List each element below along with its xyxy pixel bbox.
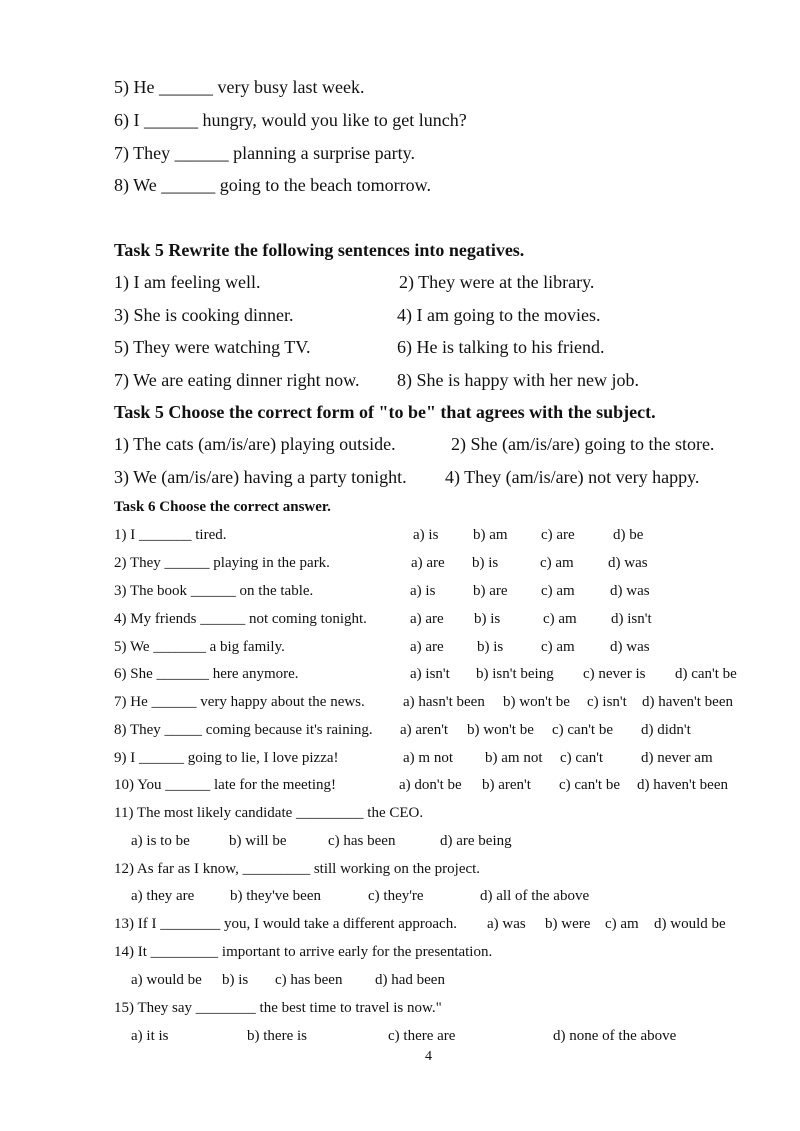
sentence-8: 8) We ______ going to the beach tomorrow.	[114, 175, 431, 195]
option: c) they're	[368, 888, 424, 904]
option: b) is	[477, 639, 504, 655]
tobe-item-2: 2) She (am/is/are) going to the store.	[451, 434, 715, 454]
option: d) isn't	[611, 611, 652, 627]
neg-item-3: 3) She is cooking dinner.	[114, 305, 294, 325]
task6-title: Task 6 Choose the correct answer.	[114, 499, 331, 515]
option: c) never is	[583, 666, 646, 682]
option: d) haven't been	[637, 777, 728, 793]
tobe-item-1: 1) The cats (am/is/are) playing outside.	[114, 434, 396, 454]
question-14: 14) It _________ important to arrive early for the presentation.	[114, 944, 493, 960]
option: a) it is	[131, 1028, 169, 1044]
option: d) all of the above	[480, 888, 590, 904]
question-15: 15) They say ________ the best time to travel is now."	[114, 1000, 442, 1016]
option: c) am	[541, 583, 575, 599]
option: a) don't be	[399, 777, 462, 793]
question-4: 4) My friends ______ not coming tonight.	[114, 611, 367, 627]
neg-item-6: 6) He is talking to his friend.	[397, 337, 605, 357]
option: c) can't	[560, 750, 604, 766]
option: d) can't be	[675, 666, 737, 682]
question-8: 8) They _____ coming because it's raining.	[114, 722, 373, 738]
option: c) can't be	[552, 722, 613, 738]
option: d) are being	[440, 833, 512, 849]
option: a) they are	[131, 888, 195, 904]
option: b) there is	[247, 1028, 307, 1044]
question-2: 2) They ______ playing in the park.	[114, 555, 330, 571]
option: d) none of the above	[553, 1028, 677, 1044]
question-1: 1) I _______ tired.	[114, 527, 227, 543]
option: b) they've been	[230, 888, 321, 904]
option: a) hasn't been	[403, 694, 485, 710]
option: a) was	[487, 916, 526, 932]
sentence-6: 6) I ______ hungry, would you like to get lunch?	[114, 110, 467, 130]
option: a) are	[410, 639, 444, 655]
option: b) is	[222, 972, 249, 988]
option: c) isn't	[587, 694, 627, 710]
option: c) has been	[328, 833, 396, 849]
neg-item-1: 1) I am feeling well.	[114, 272, 261, 292]
option: c) am	[605, 916, 639, 932]
option: b) aren't	[482, 777, 531, 793]
neg-item-7: 7) We are eating dinner right now.	[114, 370, 360, 390]
option: b) were	[545, 916, 591, 932]
tobe-item-3: 3) We (am/is/are) having a party tonight.	[114, 467, 407, 487]
task5-to-be-title: Task 5 Choose the correct form of "to be" that agrees with the subject.	[114, 402, 656, 422]
page-number: 4	[425, 1049, 432, 1064]
question-9: 9) I ______ going to lie, I love pizza!	[114, 750, 339, 766]
neg-item-2: 2) They were at the library.	[399, 272, 595, 292]
option: c) am	[543, 611, 577, 627]
question-6: 6) She _______ here anymore.	[114, 666, 299, 682]
neg-item-5: 5) They were watching TV.	[114, 337, 311, 357]
question-10: 10) You ______ late for the meeting!	[114, 777, 337, 793]
option: b) will be	[229, 833, 287, 849]
option: a) are	[411, 555, 445, 571]
option: d) haven't been	[642, 694, 733, 710]
option: d) didn't	[641, 722, 691, 738]
question-5: 5) We _______ a big family.	[114, 639, 285, 655]
option: b) are	[473, 583, 508, 599]
option: c) am	[540, 555, 574, 571]
option: c) can't be	[559, 777, 620, 793]
option: d) was	[608, 555, 648, 571]
neg-item-4: 4) I am going to the movies.	[397, 305, 601, 325]
question-13: 13) If I ________ you, I would take a different approach.	[114, 916, 457, 932]
option: d) had been	[375, 972, 445, 988]
option: b) isn't being	[476, 666, 554, 682]
option: c) am	[541, 639, 575, 655]
question-7: 7) He ______ very happy about the news.	[114, 694, 365, 710]
option: b) am	[473, 527, 508, 543]
option: a) m not	[403, 750, 453, 766]
sentence-5: 5) He ______ very busy last week.	[114, 77, 365, 97]
option: a) are	[410, 611, 444, 627]
option: b) won't be	[503, 694, 570, 710]
option: a) is	[410, 583, 436, 599]
option: c) there are	[388, 1028, 456, 1044]
option: a) is	[413, 527, 439, 543]
option: d) would be	[654, 916, 726, 932]
option: a) is to be	[131, 833, 190, 849]
question-11: 11) The most likely candidate _________ the CEO.	[114, 805, 424, 821]
option: c) has been	[275, 972, 343, 988]
option: a) isn't	[410, 666, 450, 682]
option: b) won't be	[467, 722, 534, 738]
option: d) was	[610, 639, 650, 655]
sentence-7: 7) They ______ planning a surprise party.	[114, 143, 415, 163]
question-12: 12) As far as I know, _________ still working on the project.	[114, 861, 481, 877]
option: d) was	[610, 583, 650, 599]
option: c) are	[541, 527, 575, 543]
neg-item-8: 8) She is happy with her new job.	[397, 370, 639, 390]
option: d) be	[613, 527, 644, 543]
option: d) never am	[641, 750, 713, 766]
option: b) is	[474, 611, 501, 627]
option: b) is	[472, 555, 499, 571]
option: a) aren't	[400, 722, 449, 738]
option: b) am not	[485, 750, 543, 766]
option: a) would be	[131, 972, 202, 988]
task5-negatives-title: Task 5 Rewrite the following sentences into negatives.	[114, 240, 525, 260]
question-3: 3) The book ______ on the table.	[114, 583, 314, 599]
tobe-item-4: 4) They (am/is/are) not very happy.	[445, 467, 700, 487]
